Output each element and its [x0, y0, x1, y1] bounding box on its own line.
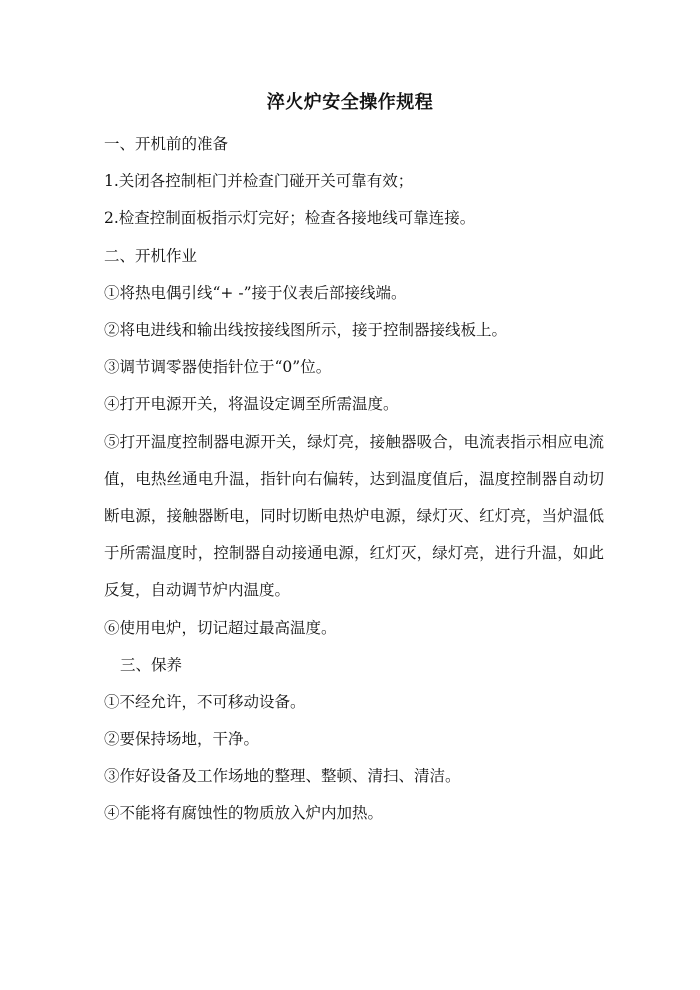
section-preparation: [104, 126, 604, 238]
list-item-long: ⑤打开温度控制器电源开关，绿灯亮，接触器吸合，电流表指示相应电流值，电热丝通电升温，指针向右偏转，达到温度值后，温度控制器自动切断电源，接触器断电，同时切断电热炉电源，绿灯灭、红灯亮，当炉温低于所需温度时，控制器自动接通电源，红灯灭，绿灯亮，进行升温，如此反复，自动调节炉内温度。: [104, 432, 604, 600]
list-item: ③作好设备及工作场地的整理、整顿、清扫、清洁。: [104, 767, 461, 786]
list-item: ②将电进线和输出线按接线图所示，接于控制器接线板上。: [104, 320, 508, 339]
section-heading: 三、保养: [120, 655, 183, 674]
section-heading: 一、开机前的准备: [104, 135, 229, 153]
list-item: ⑥使用电炉，切记超过最高温度。: [104, 618, 337, 637]
list-item: ④打开电源开关，将温设定调至所需温度。: [104, 395, 399, 414]
document-body: [104, 126, 604, 833]
list-item: ③调节调零器使指针位于“0”位。: [104, 358, 332, 377]
list-item: ①不经允许，不可移动设备。: [104, 692, 306, 711]
list-item: ④不能将有腐蚀性的物质放入炉内加热。: [104, 804, 384, 823]
list-item: 2.检查控制面板指示灯完好；检查各接地线可靠连接。: [104, 209, 476, 228]
document-title: 淬火炉安全操作规程: [266, 92, 434, 113]
section-heading: 二、开机作业: [104, 246, 198, 265]
section-maintenance: [104, 647, 604, 833]
section-operation: [104, 238, 604, 647]
list-item: ②要保持场地，干净。: [104, 730, 260, 749]
list-item: ①将热电偶引线“+ -”接于仪表后部接线端。: [104, 283, 407, 302]
list-item: 1.关闭各控制柜门并检查门碰开关可靠有效；: [104, 172, 414, 191]
